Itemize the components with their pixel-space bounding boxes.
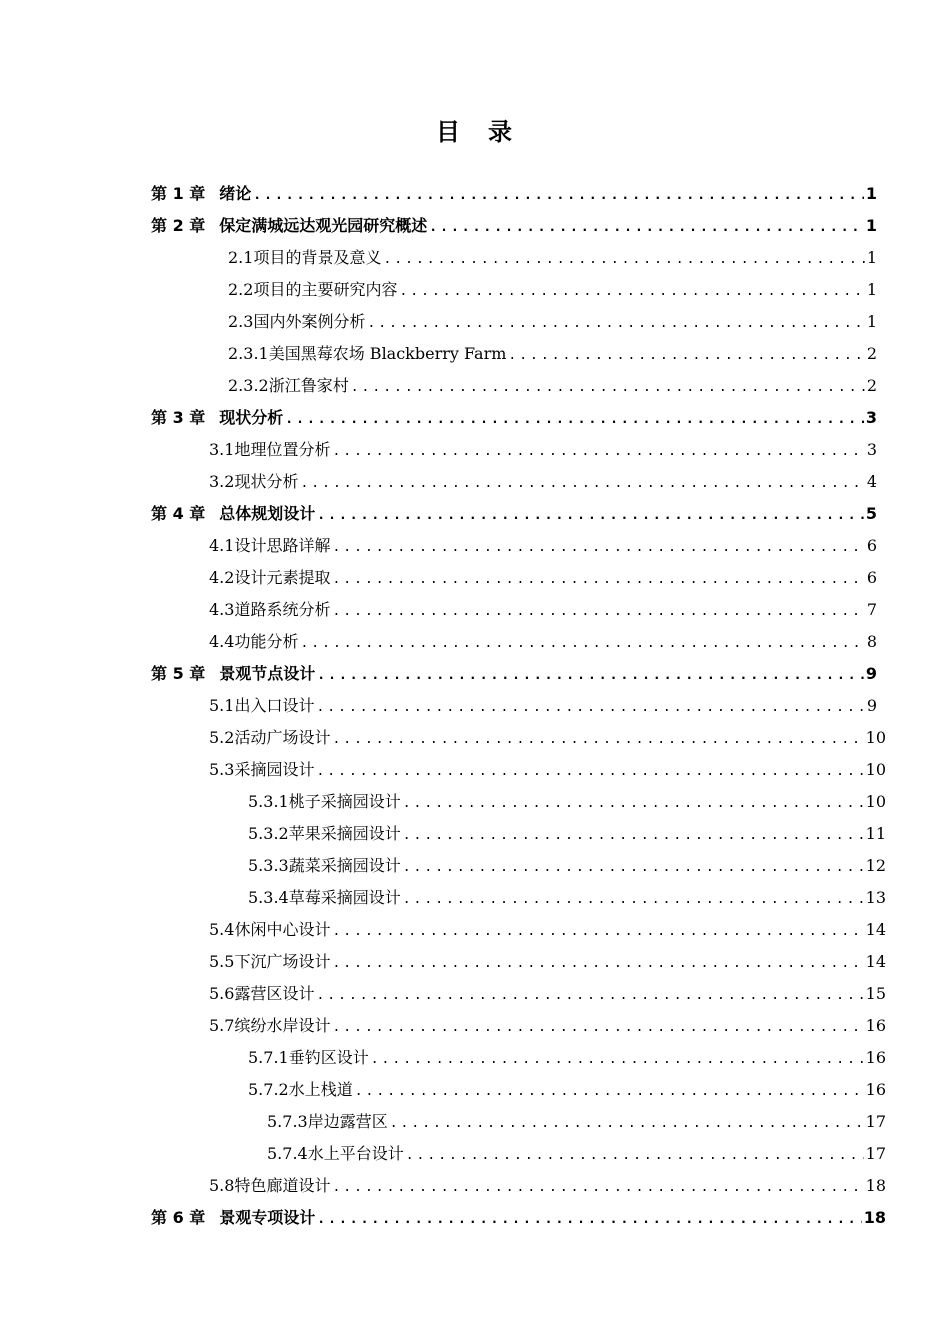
toc-entry-number: 第 4 章 bbox=[151, 504, 206, 523]
toc-dot-leader bbox=[316, 758, 863, 786]
toc-entry-4-1[interactable] bbox=[209, 532, 877, 560]
toc-dot-leader bbox=[332, 598, 864, 626]
toc-entry-chapter-3[interactable] bbox=[151, 404, 877, 432]
toc-page-number: 14 bbox=[865, 952, 886, 971]
toc-dot-leader bbox=[317, 662, 864, 690]
toc-page-number: 16 bbox=[865, 1080, 886, 1099]
toc-entry-title: 地理位置分析 bbox=[234, 440, 331, 459]
toc-entry-2-3-1[interactable] bbox=[228, 340, 877, 368]
toc-page-number: 16 bbox=[865, 1016, 886, 1035]
toc-dot-leader bbox=[332, 438, 864, 466]
toc-entry-5-8[interactable] bbox=[209, 1172, 886, 1200]
toc-entry-number: 5.7.1 bbox=[248, 1048, 289, 1067]
toc-dot-leader bbox=[317, 502, 864, 530]
page-title-second-char: 录 bbox=[488, 118, 514, 146]
toc-page-number: 11 bbox=[865, 824, 886, 843]
toc-dot-leader bbox=[332, 950, 863, 978]
toc-entry-number: 第 3 章 bbox=[151, 408, 206, 427]
toc-entry-title: 活动广场设计 bbox=[234, 728, 331, 747]
toc-dot-leader bbox=[371, 1046, 864, 1074]
toc-entry-5-6[interactable] bbox=[209, 980, 886, 1008]
toc-dot-leader bbox=[332, 566, 864, 594]
toc-page-number: 12 bbox=[865, 856, 886, 875]
page-title bbox=[0, 112, 950, 147]
toc-entry-title: 露营区设计 bbox=[234, 984, 315, 1003]
toc-page-number: 1 bbox=[865, 216, 877, 235]
toc-entry-chapter-2[interactable] bbox=[151, 212, 877, 240]
toc-entry-title: 水上平台设计 bbox=[307, 1144, 404, 1163]
toc-entry-4-3[interactable] bbox=[209, 596, 877, 624]
toc-entry-title: 保定满城远达观光园研究概述 bbox=[219, 216, 428, 235]
toc-dot-leader bbox=[383, 246, 864, 274]
toc-entry-title: 道路系统分析 bbox=[234, 600, 331, 619]
toc-entry-number: 5.8 bbox=[209, 1176, 235, 1195]
toc-page-number: 14 bbox=[865, 920, 886, 939]
toc-page-number: 10 bbox=[865, 728, 886, 747]
toc-entry-title: 现状分析 bbox=[234, 472, 299, 491]
toc-page-number: 1 bbox=[866, 248, 877, 267]
toc-entry-2-3-2[interactable] bbox=[228, 372, 877, 400]
toc-page-number: 6 bbox=[866, 536, 877, 555]
toc-dot-leader bbox=[351, 374, 865, 402]
toc-entry-number: 3.1 bbox=[209, 440, 235, 459]
toc-page-number: 4 bbox=[866, 472, 877, 491]
toc-dot-leader bbox=[403, 790, 864, 818]
toc-dot-leader bbox=[399, 278, 864, 306]
toc-page-number: 10 bbox=[865, 760, 886, 779]
toc-entry-number: 5.5 bbox=[209, 952, 235, 971]
toc-entry-5-7-4[interactable] bbox=[267, 1140, 886, 1168]
toc-dot-leader bbox=[332, 726, 863, 754]
toc-entry-title: 绪论 bbox=[219, 184, 252, 203]
toc-entry-number: 第 1 章 bbox=[151, 184, 206, 203]
toc-entry-5-4[interactable] bbox=[209, 916, 886, 944]
toc-entry-number: 5.7.3 bbox=[267, 1112, 308, 1131]
toc-entry-number: 5.2 bbox=[209, 728, 235, 747]
toc-entry-number: 5.4 bbox=[209, 920, 235, 939]
toc-entry-chapter-4[interactable] bbox=[151, 500, 877, 528]
toc-entry-number: 5.6 bbox=[209, 984, 235, 1003]
toc-entry-number: 第 5 章 bbox=[151, 664, 206, 683]
toc-entry-title: 苹果采摘园设计 bbox=[288, 824, 401, 843]
toc-entry-title: 总体规划设计 bbox=[219, 504, 316, 523]
toc-dot-leader bbox=[300, 630, 864, 658]
toc-entry-title: 特色廊道设计 bbox=[234, 1176, 331, 1195]
toc-page-number: 17 bbox=[865, 1112, 886, 1131]
toc-dot-leader bbox=[403, 822, 864, 850]
toc-entry-5-3-3[interactable] bbox=[248, 852, 886, 880]
toc-entry-title: 缤纷水岸设计 bbox=[234, 1016, 331, 1035]
toc-entry-5-3-2[interactable] bbox=[248, 820, 886, 848]
toc-entry-title: 桃子采摘园设计 bbox=[288, 792, 401, 811]
toc-dot-leader bbox=[317, 1206, 861, 1234]
toc-dot-leader bbox=[332, 918, 863, 946]
toc-entry-5-7-2[interactable] bbox=[248, 1076, 886, 1104]
toc-entry-title: 休闲中心设计 bbox=[234, 920, 331, 939]
toc-entry-title: 垂钓区设计 bbox=[288, 1048, 369, 1067]
toc-entry-5-1[interactable] bbox=[209, 692, 877, 720]
toc-entry-5-3-1[interactable] bbox=[248, 788, 886, 816]
toc-dot-leader bbox=[332, 1174, 863, 1202]
toc-entry-title: 项目的背景及意义 bbox=[253, 248, 382, 267]
toc-entry-title: 现状分析 bbox=[219, 408, 284, 427]
toc-page-number: 15 bbox=[865, 984, 886, 1003]
toc-dot-leader bbox=[390, 1110, 864, 1138]
toc-page-number: 2 bbox=[866, 344, 877, 363]
toc-entry-number: 5.7 bbox=[209, 1016, 235, 1035]
toc-entry-title: 设计元素提取 bbox=[234, 568, 331, 587]
toc-page-number: 7 bbox=[866, 600, 877, 619]
toc-entry-title: 蔬菜采摘园设计 bbox=[288, 856, 401, 875]
toc-entry-number: 4.4 bbox=[209, 632, 235, 651]
toc-page-number: 6 bbox=[866, 568, 877, 587]
toc-entry-2-3[interactable] bbox=[228, 308, 877, 336]
toc-entry-title: 景观专项设计 bbox=[219, 1208, 316, 1227]
toc-dot-leader bbox=[403, 854, 864, 882]
toc-entry-chapter-1[interactable] bbox=[151, 180, 877, 208]
toc-entry-title: 项目的主要研究内容 bbox=[253, 280, 398, 299]
toc-entry-number: 5.7.4 bbox=[267, 1144, 308, 1163]
toc-page-number: 18 bbox=[863, 1208, 886, 1227]
toc-entry-title: 美国黑莓农场 Blackberry Farm bbox=[268, 344, 507, 363]
toc-entry-5-5[interactable] bbox=[209, 948, 886, 976]
toc-page-number: 1 bbox=[865, 184, 877, 203]
toc-entry-5-7-1[interactable] bbox=[248, 1044, 886, 1072]
toc-entry-number: 2.2 bbox=[228, 280, 254, 299]
toc-page-number: 1 bbox=[866, 312, 877, 331]
toc-entry-title: 岸边露营区 bbox=[307, 1112, 388, 1131]
toc-entry-title: 功能分析 bbox=[234, 632, 299, 651]
toc-dot-leader bbox=[316, 982, 863, 1010]
toc-entry-title: 出入口设计 bbox=[234, 696, 315, 715]
toc-dot-leader bbox=[332, 534, 864, 562]
toc-entry-title: 浙江鲁家村 bbox=[268, 376, 349, 395]
toc-dot-leader bbox=[429, 214, 864, 242]
toc-entry-3-2[interactable] bbox=[209, 468, 877, 496]
toc-entry-title: 水上栈道 bbox=[288, 1080, 353, 1099]
toc-page-number: 8 bbox=[866, 632, 877, 651]
toc-entry-title: 草莓采摘园设计 bbox=[288, 888, 401, 907]
toc-entry-number: 2.3.1 bbox=[228, 344, 269, 363]
toc-entry-number: 5.3.2 bbox=[248, 824, 289, 843]
toc-entry-5-7-3[interactable] bbox=[267, 1108, 886, 1136]
toc-entry-3-1[interactable] bbox=[209, 436, 877, 464]
toc-dot-leader bbox=[300, 470, 864, 498]
toc-entry-number: 5.3.1 bbox=[248, 792, 289, 811]
toc-dot-leader bbox=[316, 694, 864, 722]
toc-entry-number: 4.1 bbox=[209, 536, 235, 555]
toc-entry-number: 4.2 bbox=[209, 568, 235, 587]
toc-dot-leader bbox=[332, 1014, 863, 1042]
toc-entry-5-7[interactable] bbox=[209, 1012, 886, 1040]
toc-entry-number: 第 2 章 bbox=[151, 216, 206, 235]
toc-entry-number: 第 6 章 bbox=[151, 1208, 206, 1227]
toc-page-number: 5 bbox=[865, 504, 877, 523]
toc-entry-4-2[interactable] bbox=[209, 564, 877, 592]
toc-entry-2-1[interactable] bbox=[228, 244, 877, 272]
toc-dot-leader bbox=[367, 310, 864, 338]
toc-page-number: 17 bbox=[865, 1144, 886, 1163]
page-title-first-char: 目 bbox=[436, 118, 462, 146]
toc-entry-number: 5.1 bbox=[209, 696, 235, 715]
toc-dot-leader bbox=[355, 1078, 864, 1106]
toc-entry-number: 2.1 bbox=[228, 248, 254, 267]
toc-entry-title: 下沉广场设计 bbox=[234, 952, 331, 971]
toc-page-number: 2 bbox=[866, 376, 877, 395]
toc-page-number: 9 bbox=[865, 664, 877, 683]
toc-entry-title: 采摘园设计 bbox=[234, 760, 315, 779]
toc-page-number: 13 bbox=[865, 888, 886, 907]
toc-entry-5-3-4[interactable] bbox=[248, 884, 886, 912]
toc-entry-5-2[interactable] bbox=[209, 724, 886, 752]
toc-dot-leader bbox=[253, 182, 864, 210]
toc-page-number: 16 bbox=[865, 1048, 886, 1067]
toc-entry-number: 5.3.3 bbox=[248, 856, 289, 875]
toc-dot-leader bbox=[403, 886, 864, 914]
toc-dot-leader bbox=[406, 1142, 864, 1170]
toc-page-number: 9 bbox=[866, 696, 877, 715]
toc-entry-number: 2.3.2 bbox=[228, 376, 269, 395]
toc-entry-title: 国内外案例分析 bbox=[253, 312, 366, 331]
toc-entry-number: 2.3 bbox=[228, 312, 254, 331]
toc-page-number: 10 bbox=[865, 792, 886, 811]
toc-entry-2-2[interactable] bbox=[228, 276, 877, 304]
toc-entry-chapter-6[interactable] bbox=[151, 1204, 886, 1232]
toc-entry-5-3[interactable] bbox=[209, 756, 886, 784]
toc-entry-number: 5.3 bbox=[209, 760, 235, 779]
toc-page-number: 3 bbox=[866, 440, 877, 459]
toc-page-number: 18 bbox=[865, 1176, 886, 1195]
toc-entry-number: 5.3.4 bbox=[248, 888, 289, 907]
toc-entry-chapter-5[interactable] bbox=[151, 660, 877, 688]
toc-dot-leader bbox=[285, 406, 864, 434]
toc-entry-title: 景观节点设计 bbox=[219, 664, 316, 683]
toc-page-number: 1 bbox=[866, 280, 877, 299]
toc-entry-number: 4.3 bbox=[209, 600, 235, 619]
toc-entry-number: 3.2 bbox=[209, 472, 235, 491]
toc-entry-title: 设计思路详解 bbox=[234, 536, 331, 555]
toc-page-number: 3 bbox=[865, 408, 877, 427]
toc-dot-leader bbox=[508, 342, 864, 370]
toc-entry-number: 5.7.2 bbox=[248, 1080, 289, 1099]
toc-entry-4-4[interactable] bbox=[209, 628, 877, 656]
